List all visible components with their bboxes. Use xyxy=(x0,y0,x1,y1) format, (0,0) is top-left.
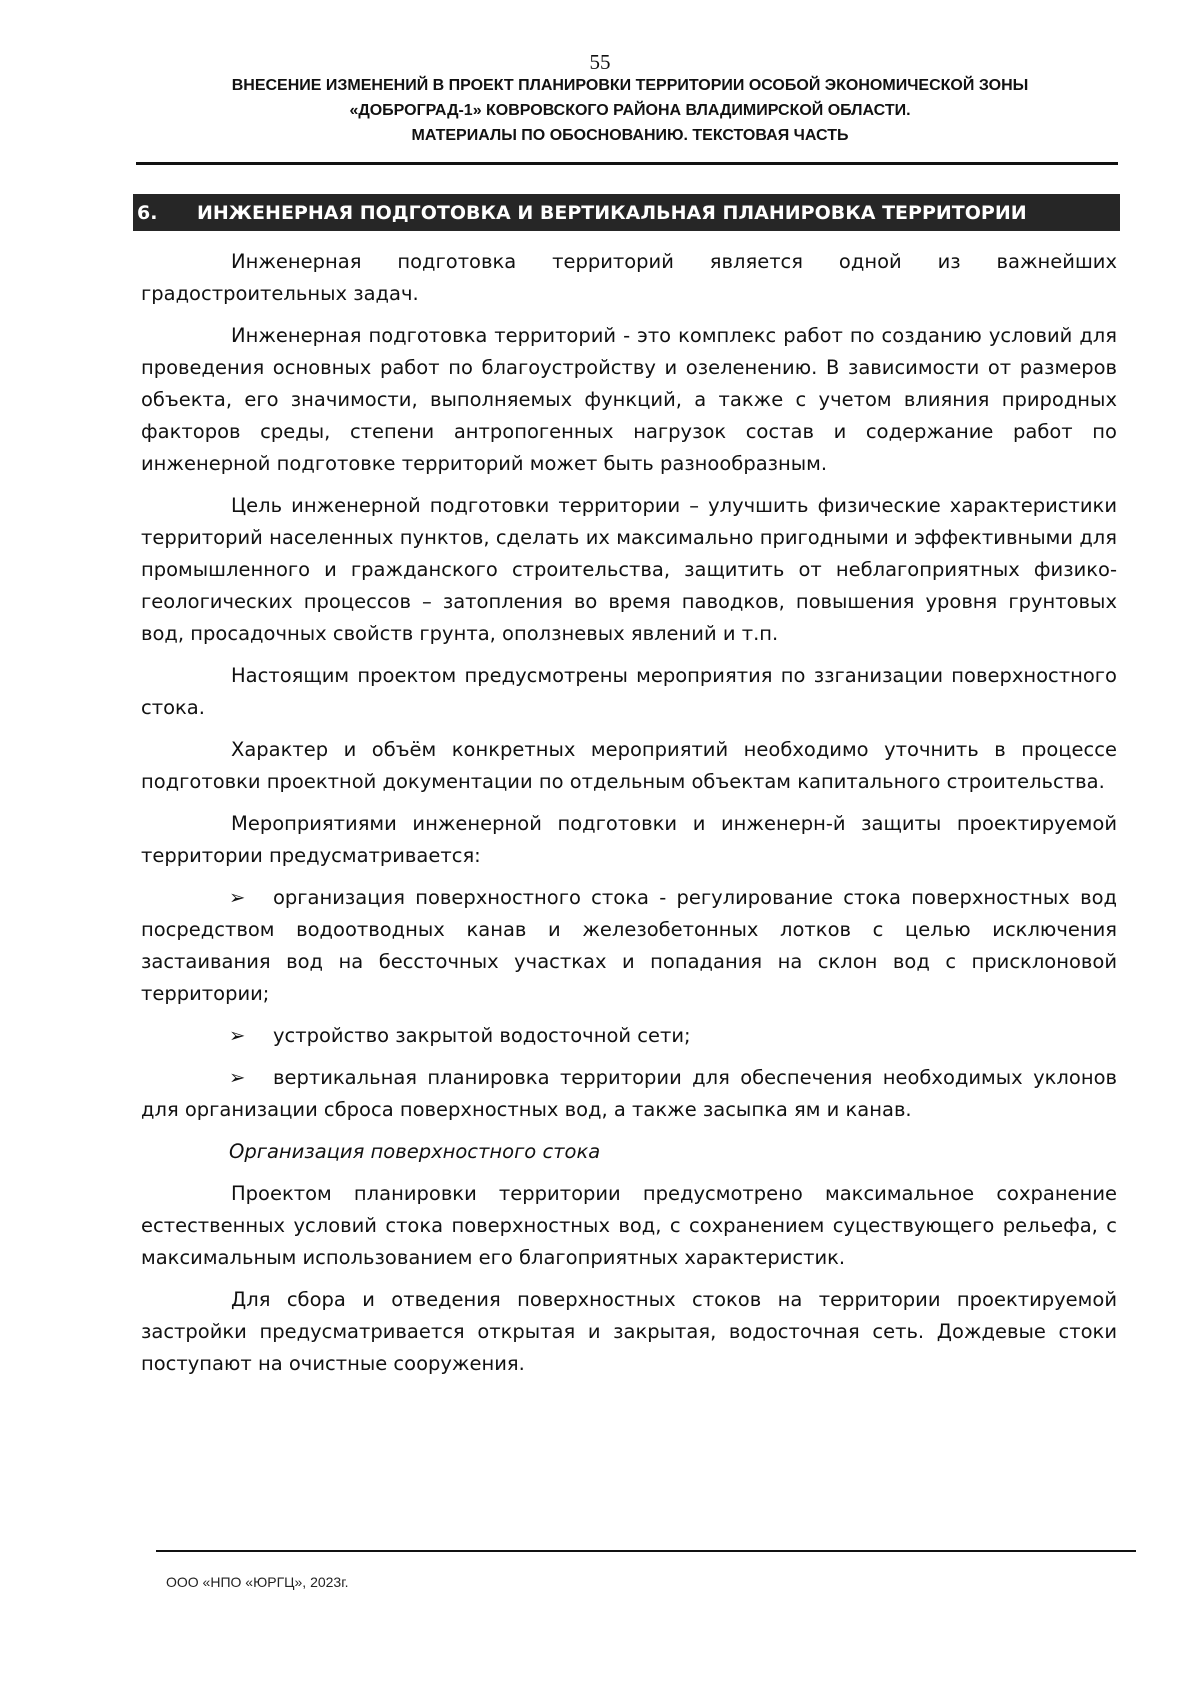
list-item xyxy=(141,1062,1117,1126)
footer-divider xyxy=(156,1550,1136,1552)
list-item xyxy=(141,1020,1117,1052)
paragraph: Характер и объём конкретных мероприятий необходимо уточнить в процессе подготовки проектной документации по отдельным объектам капитального строительства. xyxy=(141,738,1117,793)
header-line-3: МАТЕРИАЛЫ ПО ОБОСНОВАНИЮ. ТЕКСТОВАЯ ЧАСТЬ xyxy=(411,127,849,144)
paragraph: Мероприятиями инженерной подготовки и инженерн-й защиты проектируемой территории предусматривается: xyxy=(141,812,1117,867)
section-number: 6. xyxy=(137,201,158,224)
list-item xyxy=(141,882,1117,1010)
list-item-text: организация поверхностного стока - регулирование стока поверхностных вод посредством водоотводных канав и железобетонных лотков с целью исключения застаивания вод на бессточных участках и попадания на склон вод с присклоновой территории; xyxy=(141,886,1117,1005)
footer-text: ООО «НПО «ЮРГЦ», 2023г. xyxy=(166,1574,349,1590)
paragraph: Инженерная подготовка территорий является одной из важнейших градостроительных задач. xyxy=(141,250,1117,305)
document-body xyxy=(141,246,1117,1390)
arrow-bullet-icon: ➢ xyxy=(229,1024,246,1047)
header-divider xyxy=(136,162,1118,165)
page-number: 55 xyxy=(589,50,611,74)
paragraph: Для сбора и отведения поверхностных стоков на территории проектируемой застройки предусматривается открытая и закрытая, водосточная сеть. Дождевые стоки поступают на очистные сооружения. xyxy=(141,1288,1117,1375)
list-item-text: устройство закрытой водосточной сети; xyxy=(273,1024,691,1047)
arrow-bullet-icon: ➢ xyxy=(229,1066,246,1089)
section-heading xyxy=(133,194,1120,231)
paragraph: Проектом планировки территории предусмотрено максимальное сохранение естественных условий стока поверхностных вод, с сохранением суцествующего рельефа, с максимальным использованием его благоприятных характеристик. xyxy=(141,1182,1117,1269)
subheading: Организация поверхностного стока xyxy=(229,1140,601,1163)
section-title: ИНЖЕНЕРНАЯ ПОДГОТОВКА И ВЕРТИКАЛЬНАЯ ПЛАНИРОВКА ТЕРРИТОРИИ xyxy=(197,201,1027,224)
arrow-bullet-icon: ➢ xyxy=(229,886,246,909)
document-header xyxy=(150,73,1110,148)
list-item-text: вертикальная планировка территории для обеспечения необходимых уклонов для организации сброса поверхностных вод, а также засыпка ям и канав. xyxy=(141,1066,1117,1121)
header-line-1: ВНЕСЕНИЕ ИЗМЕНЕНИЙ В ПРОЕКТ ПЛАНИРОВКИ ТЕРРИТОРИИ ОСОБОЙ ЭКОНОМИЧЕСКОЙ ЗОНЫ xyxy=(231,77,1029,94)
paragraph: Инженерная подготовка территорий - это комплекс работ по созданию условий для проведения основных работ по благоустройству и озеленению. В зависимости от размеров объекта, его значимости, выполняемых функций, а также с учетом влияния природных факторов среды, степени антропогенных нагрузок состав и содержание работ по инженерной подготовке территорий может быть разнообразным. xyxy=(141,324,1117,475)
paragraph: Настоящим проектом предусмотрены мероприятия по ззганизации поверхностного стока. xyxy=(141,664,1117,719)
header-line-2: «ДОБРОГРАД-1» КОВРОВСКОГО РАЙОНА ВЛАДИМИРСКОЙ ОБЛАСТИ. xyxy=(349,102,911,119)
paragraph: Цель инженерной подготовки территории – улучшить физические характеристики территорий населенных пунктов, сделать их максимально пригодными и эффективными для промышленного и гражданского строительства, защитить от неблагоприятных физико-геологических процессов – затопления во время паводков, повышения уровня грунтовых вод, просадочных свойств грунта, оползневых явлений и т.п. xyxy=(141,494,1117,645)
